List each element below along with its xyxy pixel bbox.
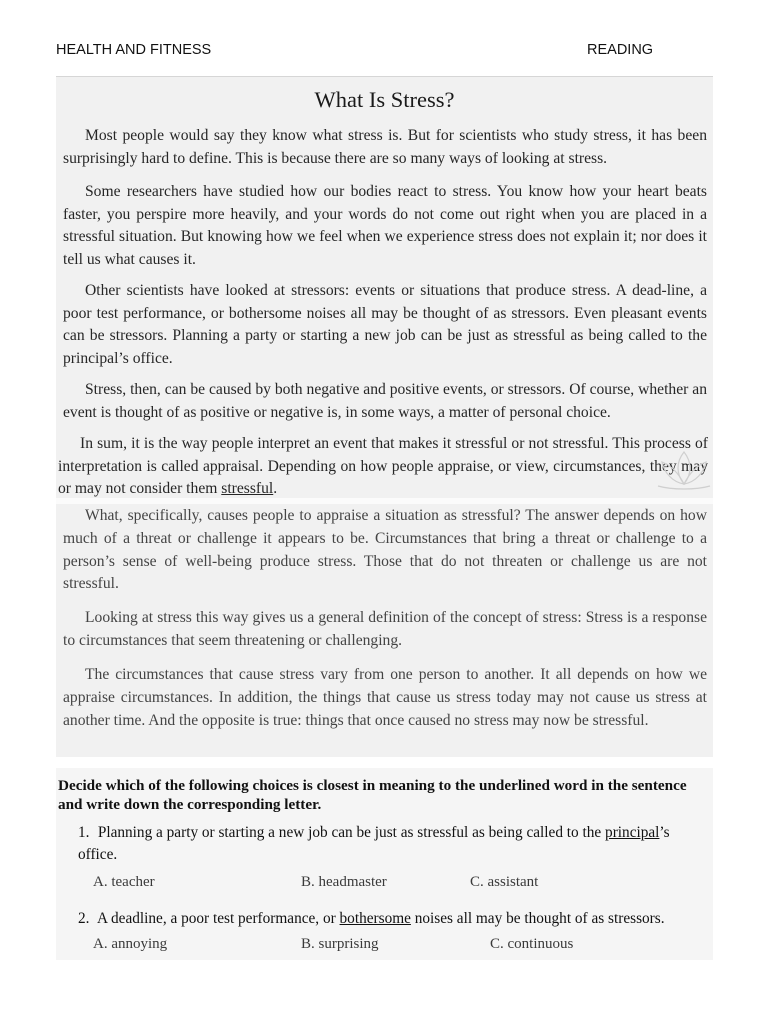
q1-option-b: B. headmaster (301, 874, 387, 890)
question-2 (78, 908, 712, 930)
article-scan (56, 76, 713, 757)
underlined-word-principal: principal (605, 824, 660, 841)
paragraph-7: Looking at stress this way gives us a general definition of the concept of stress: Stress is a response to circumstances that seem threatening or challenging. (63, 609, 707, 649)
header-section: READING (587, 42, 654, 58)
underlined-word-bothersome: bothersome (339, 910, 411, 927)
article-title: What Is Stress? (314, 87, 455, 112)
question-1-text-end: ’s office. (78, 824, 670, 863)
quiz-instruction: Decide which of the following choices is closest in meaning to the underlined word in the sentence and write down the corresponding letter. (58, 777, 687, 813)
question-2-text: A deadline, a poor test performance, or (96, 910, 340, 927)
question-1 (78, 822, 712, 866)
question-2-text-end: noises all may be thought of as stressors. (410, 910, 665, 927)
q1-option-c: C. assistant (470, 874, 539, 890)
q2-option-b: B. surprising (301, 936, 379, 952)
paragraph-6: What, specifically, causes people to appraise a situation as stressful? The answer depends on how much of a threat or challenge it appears to be. Circumstances that bring a threat or challenge to a person’s sense of well-being produce stress. Those that do not threaten or challenge us are not stressful. (63, 507, 707, 593)
vocabulary-quiz (56, 768, 713, 960)
lotus-watermark-icon (652, 440, 716, 496)
paragraph-4: Stress, then, can be caused by both negative and positive events, or stressors. Of course, whether an event is thought of as positive or negative is, in some ways, a matter of personal choice. (63, 381, 707, 421)
header-subject: HEALTH AND FITNESS (56, 42, 212, 58)
paragraph-8: The circumstances that cause stress vary from one person to another. It all depends on how we appraise circumstances. In addition, the things that cause us stress today may not cause us stress at another time. And the opposite is true: things that once caused no stress may now be stressful. (63, 666, 707, 729)
question-1-number: 1. (78, 824, 90, 841)
question-1-text: Planning a party or starting a new job can be just as stressful as being called to the (97, 824, 606, 841)
q1-option-a: A. teacher (93, 874, 155, 890)
q2-option-a: A. annoying (93, 936, 168, 952)
underlined-word-stressful: stressful (221, 480, 274, 498)
q2-option-c: C. continuous (490, 936, 574, 952)
paragraph-1: Most people would say they know what stress is. But for scientists who study stress, it has been surprisingly hard to define. This is because there are so many ways of looking at stress. (63, 127, 707, 167)
paragraph-2: Some researchers have studied how our bodies react to stress. You know how your heart beats faster, you perspire more heavily, and your words do not come out right when you are placed in a stressful situation. But knowing how we feel when we experience stress does not explain it; nor does it tell us what causes it. (63, 183, 707, 268)
paragraph-5-text: In sum, it is the way people interpret an event that makes it stressful or not stressful. This process of interpretation is called appraisal. Depending on how people appraise, or view, circumstances, they may or may not consider them (58, 435, 708, 498)
paragraph-5-end: . (273, 480, 278, 498)
question-2-number: 2. (78, 910, 90, 927)
paragraph-5 (58, 433, 708, 501)
paragraph-3: Other scientists have looked at stressors: events or situations that produce stress. A dead-line, a poor test performance, or bothersome noises all may be thought of as stressors. Even pleasant events can be stressors. Planning a party or starting a new job can be just as stressful as being called to the principal’s office. (63, 282, 707, 367)
